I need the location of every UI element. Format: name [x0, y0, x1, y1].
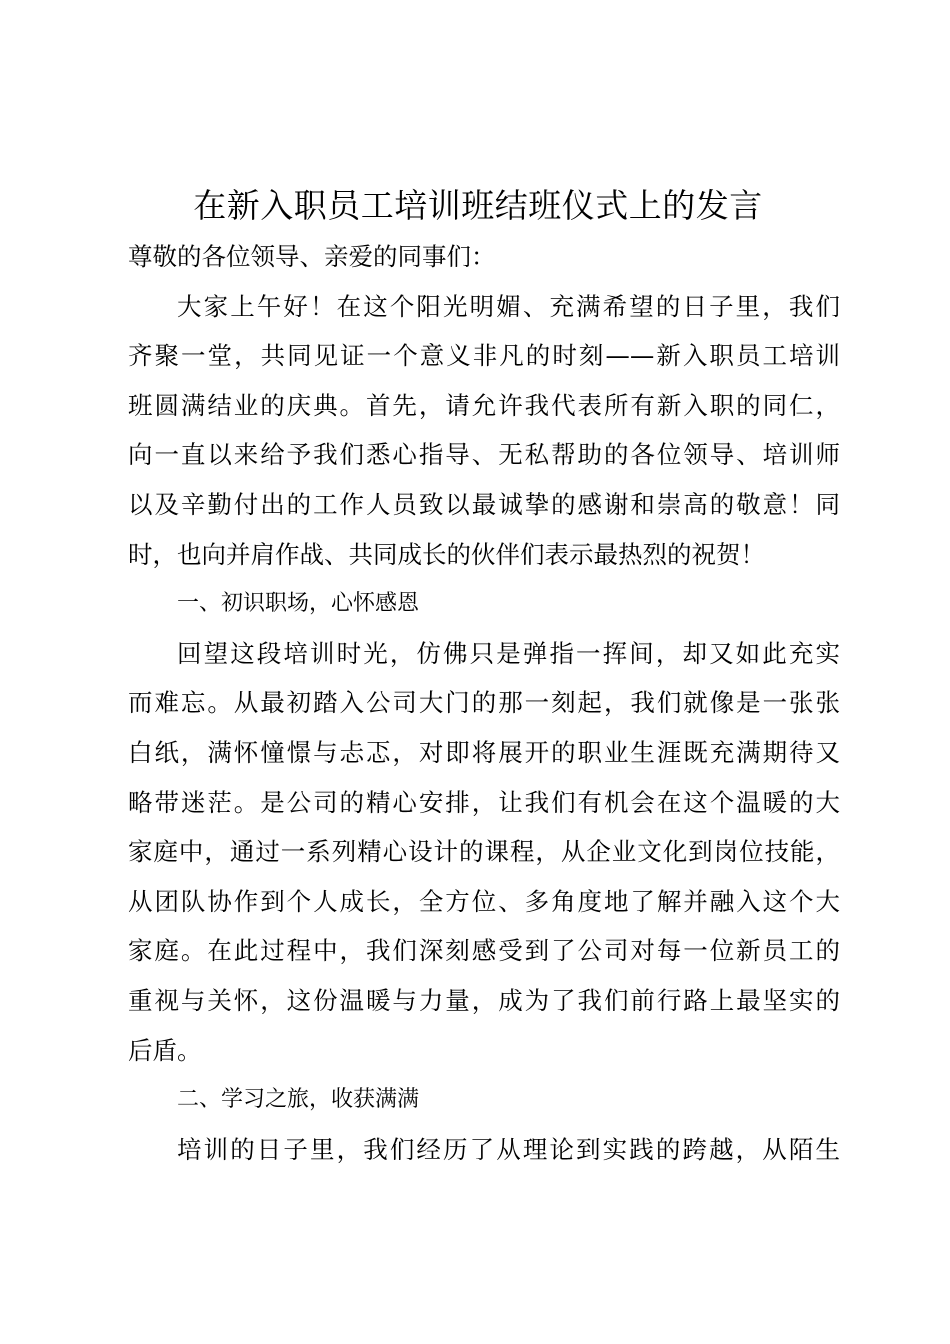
text-line: 向一直以来给予我们悉心指导、无私帮助的各位领导、培训师: [128, 440, 840, 470]
text-line: 时，也向并肩作战、共同成长的伙伴们表示最热烈的祝贺！: [128, 539, 765, 569]
document-title: 在新入职员工培训班结班仪式上的发言: [193, 186, 763, 225]
section-heading-1: 一、初识职场，心怀感恩: [177, 591, 420, 617]
document-body: [128, 232, 840, 1174]
text-line: 白纸，满怀憧憬与忐忑，对即将展开的职业生涯既充满期待又: [128, 737, 840, 767]
text-line: 后盾。: [128, 1035, 202, 1065]
text-line: 大家上午好！在这个阳光明媚、充满希望的日子里，我们: [177, 291, 840, 321]
text-line: 家庭。在此过程中，我们深刻感受到了公司对每一位新员工的: [128, 936, 840, 966]
text-line: 班圆满结业的庆典。首先，请允许我代表所有新入职的同仁，: [128, 390, 840, 420]
text-line: 重视与关怀，这份温暖与力量，成为了我们前行路上最坚实的: [128, 985, 840, 1015]
text-line: 略带迷茫。是公司的精心安排，让我们有机会在这个温暖的大: [128, 787, 840, 817]
section-heading-2: 二、学习之旅，收获满满: [177, 1087, 420, 1113]
text-line: 齐聚一堂，共同见证一个意义非凡的时刻——新入职员工培训: [128, 341, 840, 371]
text-line: 从团队协作到个人成长，全方位、多角度地了解并融入这个大: [128, 886, 840, 916]
text-line: 而难忘。从最初踏入公司大门的那一刻起，我们就像是一张张: [128, 688, 840, 718]
text-line: 家庭中，通过一系列精心设计的课程，从企业文化到岗位技能，: [128, 837, 840, 867]
text-line: 培训的日子里，我们经历了从理论到实践的跨越，从陌生: [177, 1134, 840, 1164]
text-line: 以及辛勤付出的工作人员致以最诚挚的感谢和崇高的敬意！同: [128, 489, 840, 519]
text-line: 回望这段培训时光，仿佛只是弹指一挥间，却又如此充实: [177, 638, 840, 668]
text-line-salutation: 尊敬的各位领导、亲爱的同事们：: [128, 242, 496, 271]
